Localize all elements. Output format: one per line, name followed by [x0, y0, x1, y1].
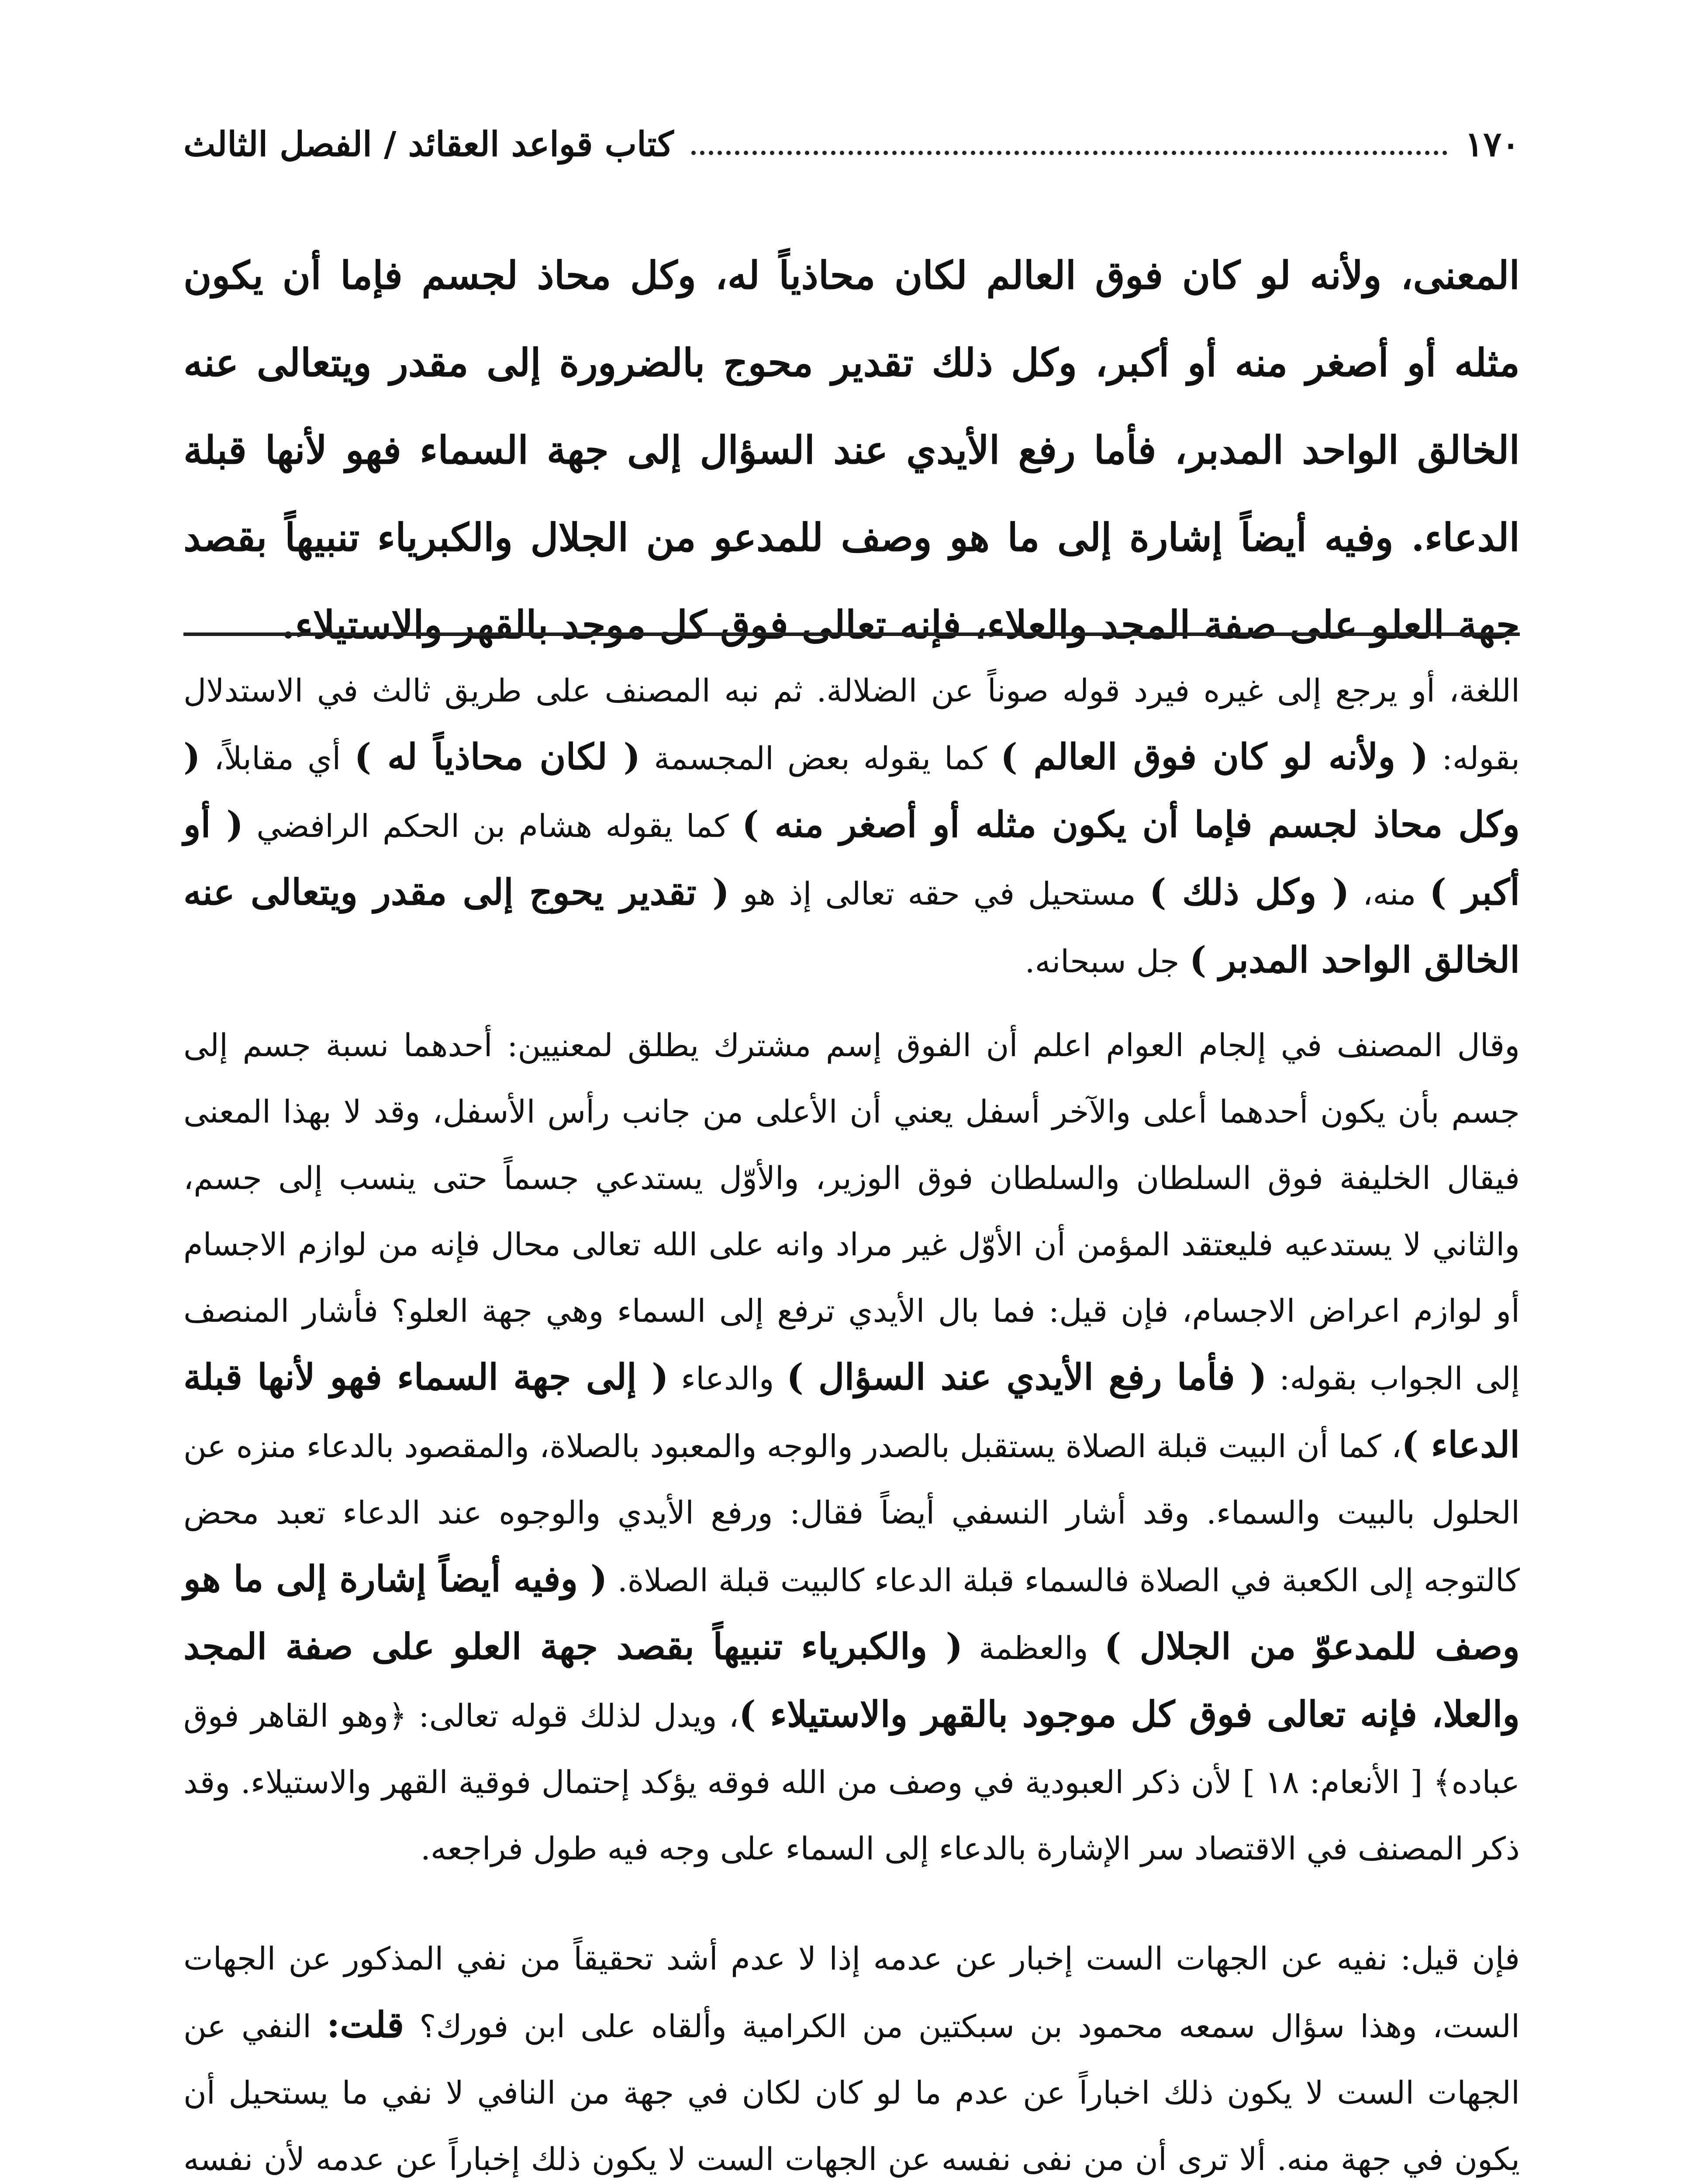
quoted-matn-text: ( ولأنه لو كان فوق العالم ) — [1001, 736, 1429, 778]
quoted-matn-text: ( وفيه أيضاً إشارة إلى ما هو وصف للمدعوّ من الجلال ) — [183, 1558, 1520, 1668]
commentary-text: والدعاء — [668, 1360, 787, 1397]
commentary-text: مستحيل في حقه تعالى إذ هو — [729, 875, 1149, 912]
running-title: كتاب قواعد العقائد / الفصل الثالث — [183, 124, 674, 164]
quoted-matn-text: ( والكبرياء تنبيهاً بقصد جهة العلو على صفة المجد والعلا، فإنه تعالى فوق كل موجود بالقهر والاستيلاء ) — [183, 1626, 1520, 1735]
page-number: ١٧٠ — [1465, 124, 1520, 164]
main-text: المعنى، ولأنه لو كان فوق العالم لكان محاذياً له، وكل محاذ لجسم فإما أن يكون مثله أو أصغر منه أو أكبر، وكل ذلك تقدير محوج بالضرورة إلى مقدر ويتعالى عنه الخالق الواحد المدبر، فأما رفع الأيدي عند السؤال إلى جهة السماء فهو لأنها قبلة الدعاء. وفيه أيضاً إشارة إلى ما هو وصف للمدعو من الجلال والكبرياء تنبيهاً بقصد جهة العلو على صفة المجد والعلاء، فإنه تعالى فوق كل موجد بالقهر والاستيلاء. — [183, 252, 1520, 647]
quoted-matn-text: ( وكل محاذ لجسم فإما أن يكون مثله أو أصغر منه ) — [183, 736, 1520, 846]
quoted-matn-text: ( وكل ذلك ) — [1149, 871, 1349, 913]
commentary-text: كما يقوله هشام بن الحكم الرافضي — [243, 808, 742, 844]
page-header — [183, 109, 1520, 179]
divider-rule — [183, 632, 1520, 636]
commentary-text: والعظمة — [963, 1630, 1104, 1666]
quoted-matn-text: ( أو أكبر ) — [183, 804, 1520, 913]
commentary-text: ، ويدل لذلك قوله تعالى: ﴿وهو القاهر فوق عباده﴾ [ الأنعام: ١٨ ] لأن ذكر العبودية في وصف من الله فوقه يؤكد إحتمال فوقية القهر والاستيلاء. وقد ذكر المصنف في الاقتصاد سر الإشارة بالدعاء إلى السماء على وجه فيه طول فراجعه. — [183, 1697, 1520, 1867]
paragraph-gap — [183, 1899, 1520, 1925]
commentary-text: أي مقابلاً، — [200, 740, 355, 777]
quoted-matn-text: ( إلى جهة السماء فهو لأنها قبلة الدعاء ) — [183, 1356, 1520, 1466]
commentary — [183, 657, 1520, 2184]
quoted-matn-text: ( تقدير يحوج إلى مقدر ويتعالى عنه الخالق الواحد المدبر ) — [183, 871, 1520, 981]
commentary-text: ، كما أن البيت قبلة الصلاة يستقبل بالصدر والوجه والمعبود بالصلاة، والمقصود بالدعاء منزه عن الحلول بالبيت والسماء. وقد أشار النسفي أيضاً فقال: ورفع الأيدي والوجوه عند الدعاء تعبد محض كالتوجه إلى الكعبة في الصلاة فالسماء قبلة الدعاء كالبيت قبلة الصلاة. — [183, 1428, 1520, 1599]
commentary-text: اللغة، أو يرجع إلى غيره فيرد قوله صوناً عن الضلالة. ثم نبه المصنف على طريق ثالث في الاستدلال بقوله: — [183, 672, 1520, 777]
commentary-text: النفي عن الجهات الست لا يكون ذلك اخباراً عن عدم ما لو كان لكان في جهة من النافي لا نفي ما يستحيل أن يكون في جهة منه. ألا ترى أن من نفى نفسه عن الجهات الست لا يكون ذلك إخباراً عن عدمه لأن نفسه — [183, 2008, 1520, 2177]
commentary-paragraph — [183, 657, 1520, 995]
commentary-text: فإن قيل: نفيه عن الجهات الست إخبار عن عدمه إذا لا عدم أشد تحقيقاً من نفي المذكور عن الجهات الست، وهذا سؤال سمعه محمود بن سبكتين من الكرامية وألقاه على ابن فورك؟ — [183, 1940, 1520, 2045]
quoted-matn-text: قلت: — [327, 2004, 404, 2046]
quoted-matn-text: ( لكان محاذياً له ) — [354, 736, 641, 778]
quoted-matn-text: ( فأما رفع الأيدي عند السؤال ) — [786, 1356, 1267, 1398]
commentary-text: وقال المصنف في إلجام العوام اعلم أن الفوق إسم مشترك يطلق لمعنيين: أحدهما نسبة جسم إلى جسم بأن يكون أحدهما أعلى والآخر أسفل يعني أن الأعلى من جانب رأس الأسفل، وقد لا بهذا المعنى فيقال الخليفة فوق السلطان والسلطان فوق الوزير، والأوّل يستدعي جسماً حتى ينسب إلى جسم، والثاني لا يستدعيه فليعتقد المؤمن أن الأوّل غير مراد وانه على الله تعالى محال فإنه من لوازم الاجسام أو لوازم اعراض الاجسام، فإن قيل: فما بال الأيدي ترفع إلى السماء وهي جهة العلو؟ فأشار المنصف إلى الجواب بقوله: — [183, 1027, 1520, 1397]
commentary-paragraph — [183, 1012, 1520, 1882]
commentary-text: كما يقوله بعض المجسمة — [640, 740, 1001, 777]
commentary-paragraph — [183, 1925, 1520, 2184]
header-dotted-leader — [691, 151, 1448, 155]
commentary-text: منه، — [1349, 875, 1430, 912]
commentary-text: جل سبحانه. — [1025, 943, 1190, 980]
